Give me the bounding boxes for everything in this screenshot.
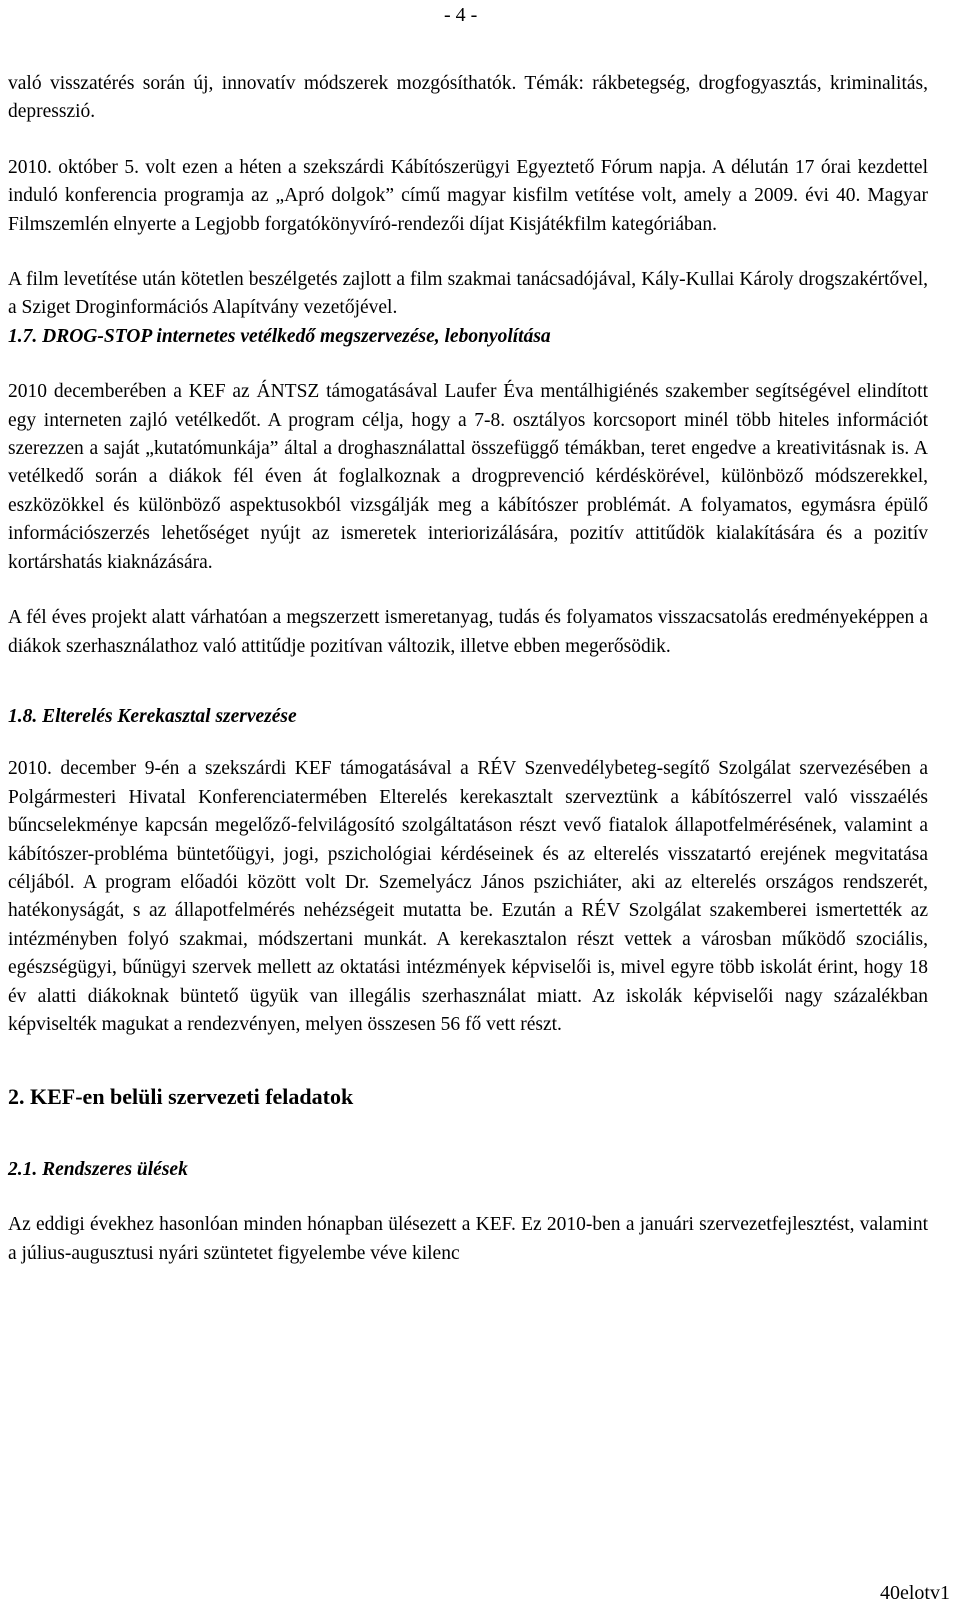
paragraph-roundtable: 2010. december 9-én a szekszárdi KEF támogatásával a RÉV Szenvedélybeteg-segítő Szolgálat szervezésében a Polgármesteri Hivatal Konferenciatermében Elterelés kerekasztalt szerveztünk a kábítószerrel való visszaélés bűncselekménye kapcsán megelőző-felvilágosító szolgáltatáson részt vevő fiatalok állapotfelmérésének, valamint a kábítószer-probléma büntetőügyi, jogi, pszichológiai kérdéseinek és az elterelés visszatartó erejének megvitatása céljából. A program előadói között volt Dr. Szemelyácz János pszichiáter, aki az elterelés országos rendszerét, hatékonyságát, s az állapotfelmérés nehézségeit mutatta be. Ezután a RÉV Szolgálat szakemberei ismertették az intézményben folyó szakmai, módszertani munkát. A kerekasztalon részt vettek a városban működő szociális, egészségügyi, bűnügyi szervek mellett az oktatási intézmények képviselői is, mivel egyre több iskolát érint, hogy 18 év alatti diákoknak büntető ügyük van illegális szerhasználat miatt. Az iskolák képviselői nagy százalékban képviselték magukat a rendezvényen, melyen összesen 56 fő vett részt. — [8, 758, 928, 1035]
paragraph-drogstop: 2010 decemberében a KEF az ÁNTSZ támogatásával Laufer Éva mentálhigiénés szakember segítségével elindított egy interneten zajló vetélkedőt. A program célja, hogy a 7-8. osztályos korcsoport minél több hiteles információt szerezzen a saját „kutatómunkája” által a droghasználattal összefüggő témákban, teret engedve a kreativitásnak is. A vetélkedő során a diákok fél éven át foglalkoznak a drogprevenció kérdéskörével, különböző módszerekkel, eszközökkel és különböző aspektusokból vizsgálják meg a kábítószer problémát. A folyamatos, egymásra épülő információszerzés lehetőséget nyújt az ismeretek interiorizálására, pozitív attitűdök kialakítására és a pozitív kortárshatás kiaknázására. — [8, 381, 928, 573]
heading-2: 2. KEF-en belüli szervezeti feladatok — [8, 1084, 354, 1110]
footer-code: 40elotv1 — [880, 1582, 950, 1604]
page-number: - 4 - — [444, 4, 478, 26]
paragraph-intro: való visszatérés során új, innovatív módszerek mozgósíthatók. Témák: rákbetegség, drogfogyasztás, kriminalitás, depresszió. — [8, 73, 928, 123]
paragraph-conference: 2010. október 5. volt ezen a héten a szekszárdi Kábítószerügyi Egyeztető Fórum napja. A délután 17 órai kezdettel induló konferencia programja az „Apró dolgok” című magyar kisfilm vetítése volt, amely a 2009. évi 40. Magyar Filmszemlén elnyerte a Legjobb forgatókönyvíró-rendezői díjat Kisjátékfilm kategóriában. — [8, 156, 928, 235]
heading-1-8: 1.8. Elterelés Kerekasztal szervezése — [8, 705, 297, 727]
heading-1-7: 1.7. DROG-STOP internetes vetélkedő megszervezése, lebonyolítása — [8, 325, 551, 347]
paragraph-discussion: A film levetítése után kötetlen beszélgetés zajlott a film szakmai tanácsadójával, Kály-Kullai Károly drogszakértővel, a Sziget Droginformációs Alapítvány vezetőjével. — [8, 269, 928, 319]
document-body — [8, 70, 928, 1268]
paragraph-meetings: Az eddigi évekhez hasonlóan minden hónapban ülésezett a KEF. Ez 2010-ben a januári szervezetfejlesztést, valamint a július-augusztusi nyári szüntetet figyelembe véve kilenc — [8, 1214, 928, 1264]
heading-2-1: 2.1. Rendszeres ülések — [8, 1158, 188, 1180]
paragraph-project: A fél éves projekt alatt várhatóan a megszerzett ismeretanyag, tudás és folyamatos visszacsatolás eredményeképpen a diákok szerhasználathoz való attitűdje pozitívan változik, illetve ebben megerősödik. — [8, 607, 928, 657]
